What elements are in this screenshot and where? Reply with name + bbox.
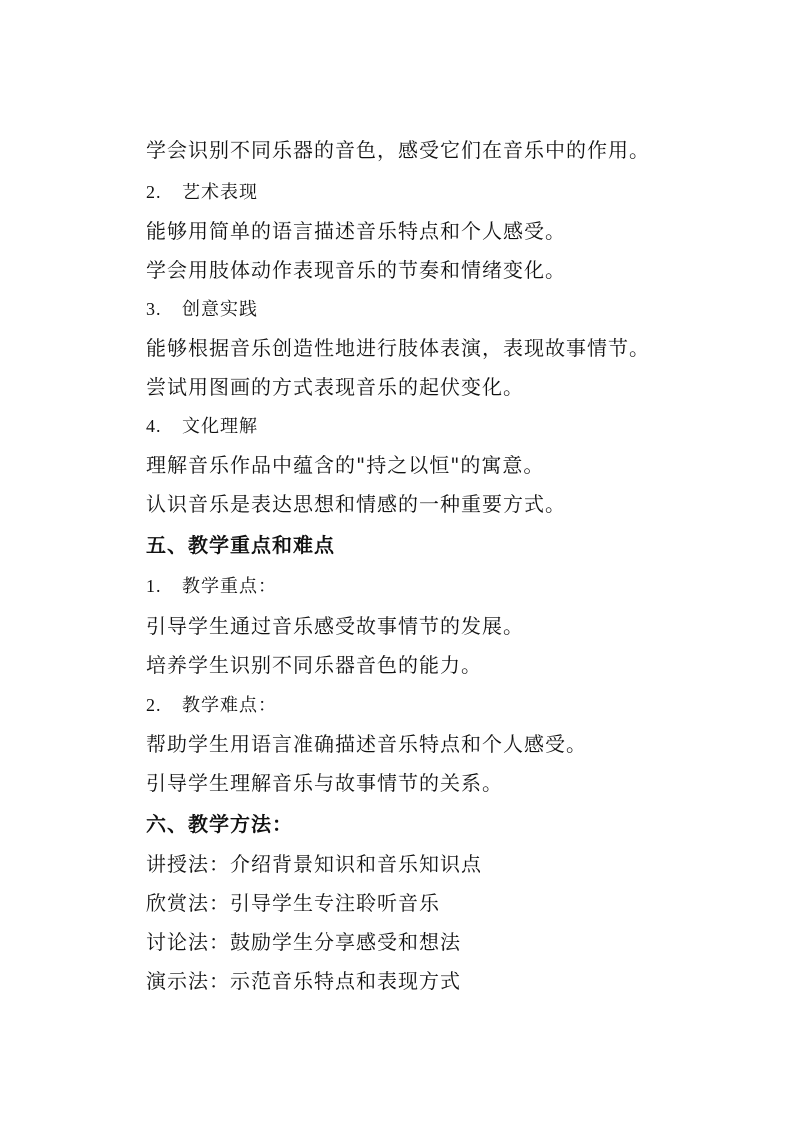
- subheading-label: 艺术表现: [182, 182, 258, 203]
- subheading-number: 2.: [146, 182, 162, 202]
- body-text-line: 讨论法：鼓励学生分享感受和想法: [146, 930, 461, 954]
- subheading-label: 教学难点：: [182, 695, 277, 716]
- subheading-cultural-understanding: [146, 414, 258, 439]
- body-text-line: 尝试用图画的方式表现音乐的起伏变化。: [146, 375, 524, 399]
- body-text-line: 认识音乐是表达思想和情感的一种重要方式。: [146, 492, 566, 516]
- section-heading-key-points: 五、教学重点和难点: [146, 533, 335, 557]
- section-heading-teaching-methods: 六、教学方法：: [146, 812, 293, 836]
- subheading-number: 2.: [146, 695, 162, 715]
- body-text-line: 培养学生识别不同乐器音色的能力。: [146, 653, 482, 677]
- subheading-art-expression: [146, 180, 258, 205]
- subheading-teaching-difficulty: [146, 693, 277, 718]
- body-text-line: 帮助学生用语言准确描述音乐特点和个人感受。: [146, 732, 587, 756]
- body-text-line: 学会识别不同乐器的音色，感受它们在音乐中的作用。: [146, 138, 650, 162]
- body-text-line: 理解音乐作品中蕴含的"持之以恒"的寓意。: [146, 453, 545, 477]
- subheading-label: 文化理解: [182, 416, 258, 437]
- subheading-label: 创意实践: [182, 299, 258, 320]
- subheading-creative-practice: [146, 297, 258, 322]
- subheading-teaching-focus: [146, 574, 277, 599]
- body-text-line: 引导学生理解音乐与故事情节的关系。: [146, 771, 503, 795]
- subheading-number: 1.: [146, 576, 162, 596]
- body-text-line: 演示法：示范音乐特点和表现方式: [146, 969, 461, 993]
- body-text-line: 引导学生通过音乐感受故事情节的发展。: [146, 614, 524, 638]
- subheading-number: 3.: [146, 299, 162, 319]
- body-text-line: 学会用肢体动作表现音乐的节奏和情绪变化。: [146, 258, 566, 282]
- body-text-line: 能够根据音乐创造性地进行肢体表演，表现故事情节。: [146, 336, 650, 360]
- subheading-number: 4.: [146, 416, 162, 436]
- subheading-label: 教学重点：: [182, 576, 277, 597]
- body-text-line: 能够用简单的语言描述音乐特点和个人感受。: [146, 219, 566, 243]
- body-text-line: 讲授法：介绍背景知识和音乐知识点: [146, 852, 482, 876]
- body-text-line: 欣赏法：引导学生专注聆听音乐: [146, 891, 440, 915]
